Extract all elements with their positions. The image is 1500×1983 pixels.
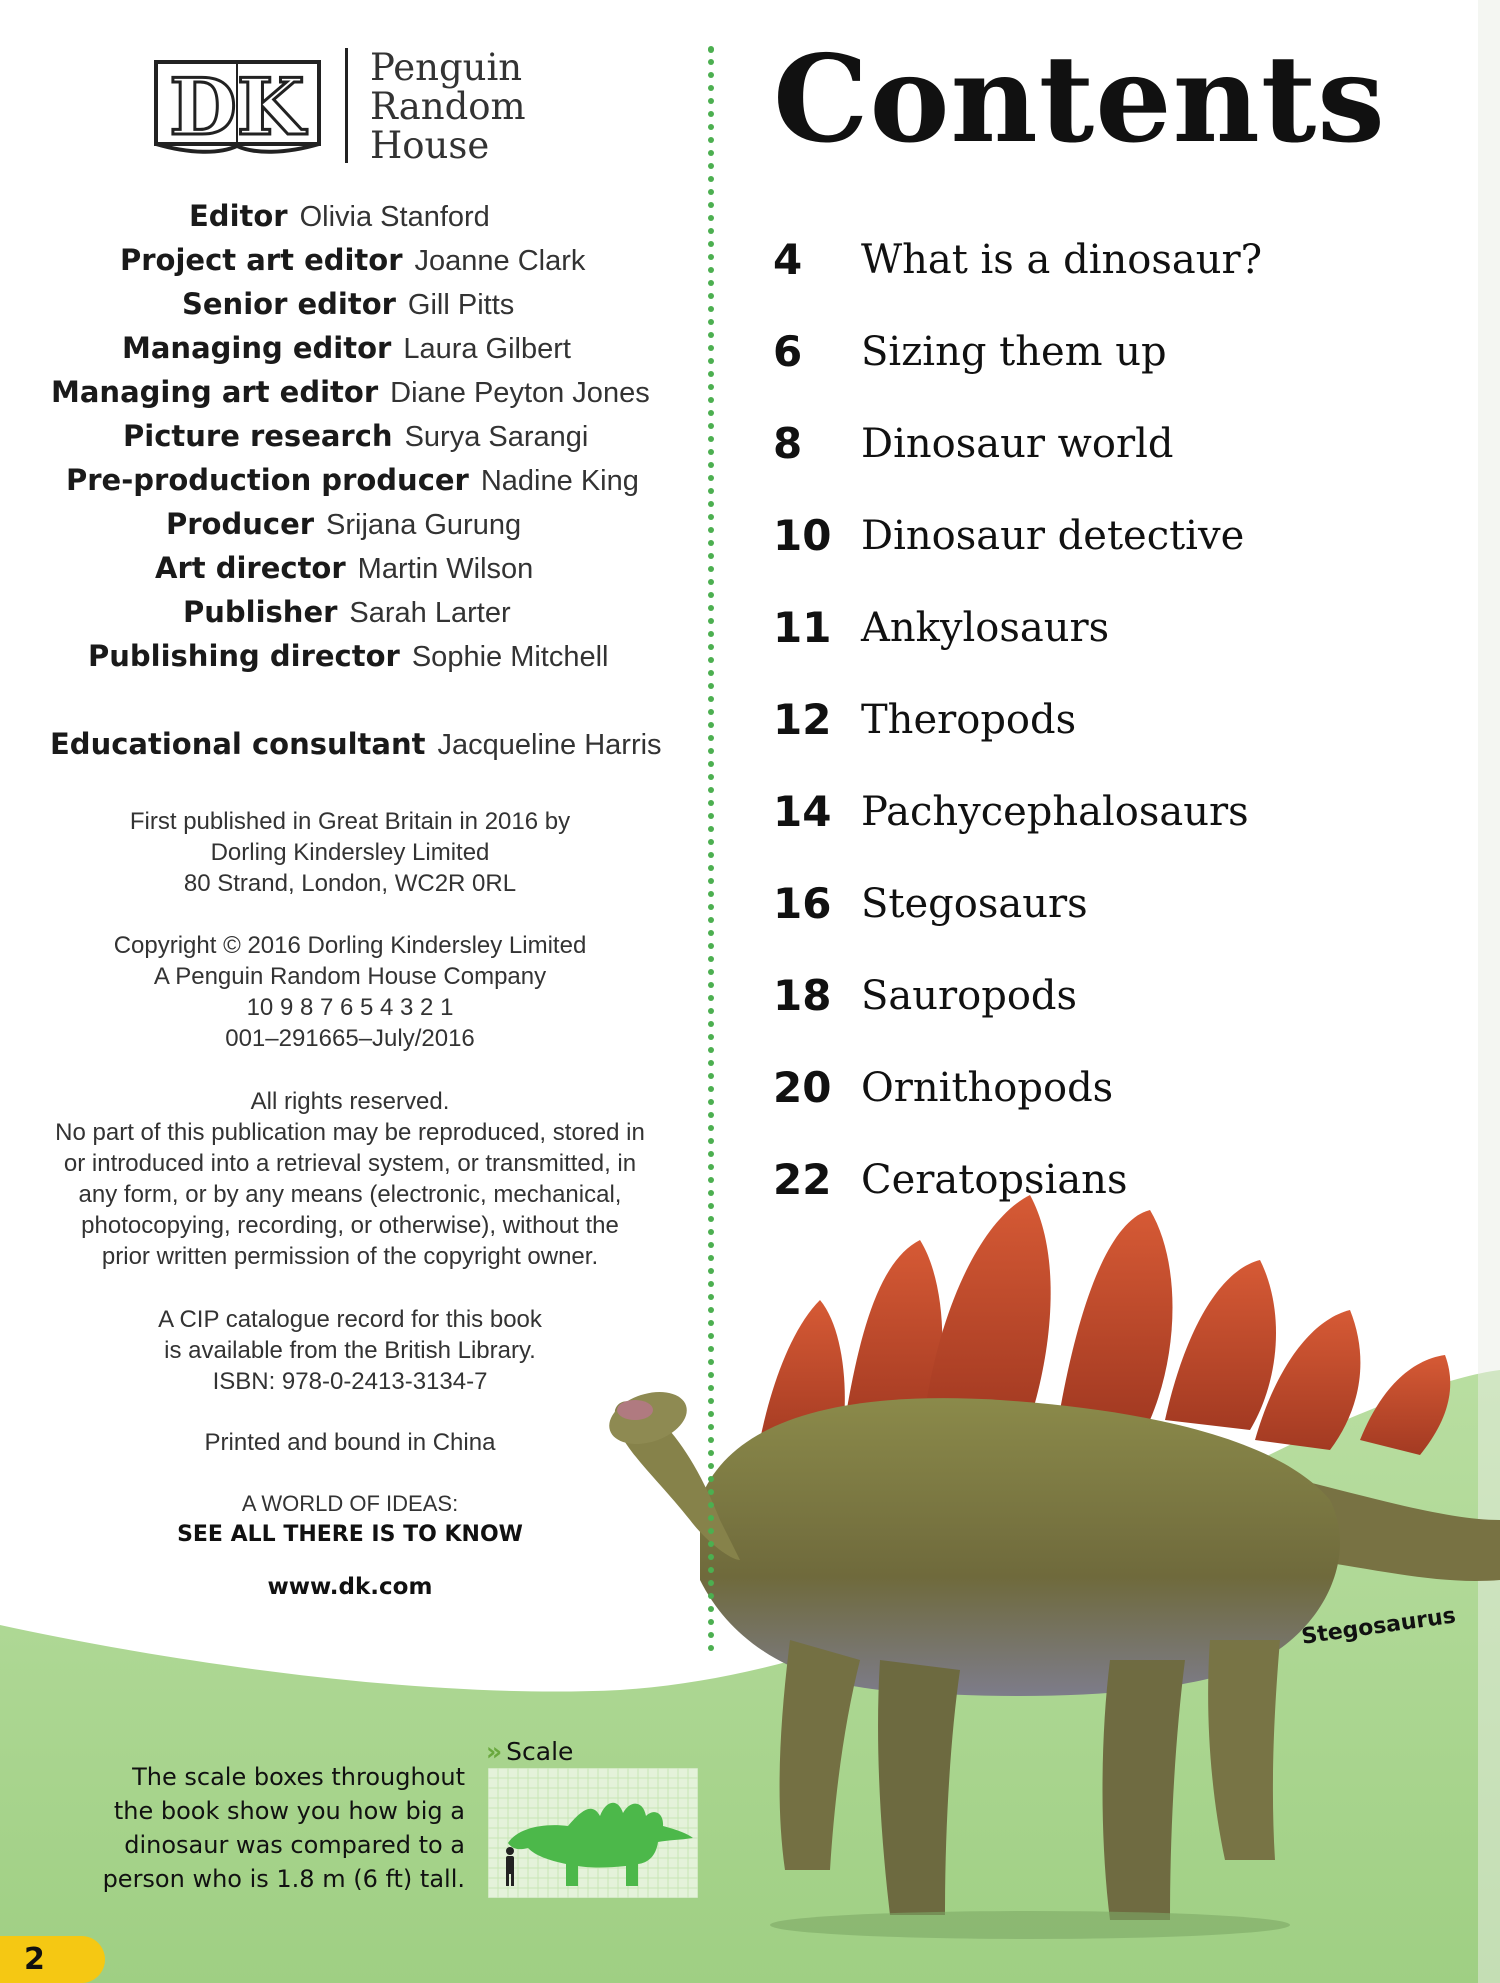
imprint-line: 80 Strand, London, WC2R 0RL bbox=[183, 870, 517, 897]
imprint-line: prior written permission of the copyright owner. bbox=[101, 1243, 599, 1270]
website-link[interactable]: www.dk.com bbox=[267, 1574, 433, 1600]
contents-divider-dots bbox=[707, 45, 715, 1655]
toc-label: Ornithopods bbox=[861, 1065, 1114, 1111]
scale-label bbox=[486, 1737, 573, 1766]
imprint-line: No part of this publication may be reproduced, stored in bbox=[55, 1119, 645, 1146]
toc-label: Theropods bbox=[861, 697, 1077, 743]
credit-row bbox=[66, 462, 639, 499]
imprint-line: any form, or by any means (electronic, mechanical, bbox=[78, 1181, 622, 1208]
credit-person: Sophie Mitchell bbox=[411, 641, 609, 673]
credit-person: Laura Gilbert bbox=[403, 333, 571, 365]
imprint-line: 001–291665–July/2016 bbox=[225, 1025, 475, 1052]
toc-page-number: 11 bbox=[773, 603, 832, 652]
credit-row bbox=[155, 550, 533, 587]
credit-person: Olivia Stanford bbox=[299, 201, 490, 233]
publisher-line: Random bbox=[370, 85, 526, 128]
cip-block bbox=[20, 1304, 680, 1397]
credit-row bbox=[166, 506, 521, 543]
publisher-logo bbox=[150, 48, 580, 168]
credit-person: Gill Pitts bbox=[407, 289, 515, 321]
slogan-block bbox=[20, 1488, 680, 1550]
imprint-line: A Penguin Random House Company bbox=[153, 963, 547, 990]
toc-label: Dinosaur world bbox=[861, 421, 1174, 467]
imprint-line: or introduced into a retrieval system, or transmitted, in bbox=[63, 1150, 637, 1177]
credit-row bbox=[189, 198, 490, 235]
credit-person: Nadine King bbox=[480, 465, 639, 497]
credit-role: Managing art editor bbox=[51, 375, 379, 409]
credit-role: Pre-production producer bbox=[66, 463, 469, 497]
toc-label: Ankylosaurs bbox=[861, 605, 1110, 651]
first-published-block bbox=[20, 806, 680, 899]
credit-person: Joanne Clark bbox=[414, 245, 586, 277]
imprint-line: A CIP catalogue record for this book bbox=[158, 1306, 542, 1333]
credit-row bbox=[122, 330, 571, 367]
isbn: ISBN: 978-0-2413-3134-7 bbox=[212, 1368, 488, 1395]
toc-page-number: 18 bbox=[773, 971, 832, 1020]
toc-page-number: 16 bbox=[773, 879, 832, 928]
imprint-line: Copyright © 2016 Dorling Kindersley Limited bbox=[113, 932, 587, 959]
toc-label: Dinosaur detective bbox=[861, 513, 1245, 559]
imprint-line: 10 9 8 7 6 5 4 3 2 1 bbox=[246, 994, 454, 1021]
credit-row bbox=[88, 638, 609, 675]
imprint-line: Printed and bound in China bbox=[204, 1429, 496, 1456]
toc-label: Sauropods bbox=[861, 973, 1078, 1019]
credit-role: Picture research bbox=[123, 419, 393, 453]
chevron-right-icon: » bbox=[486, 1737, 503, 1766]
credit-person: Martin Wilson bbox=[357, 553, 534, 585]
credit-row bbox=[120, 242, 585, 279]
toc-label: What is a dinosaur? bbox=[861, 237, 1263, 283]
imprint-line: Dorling Kindersley Limited bbox=[210, 839, 490, 866]
imprint-line: photocopying, recording, or otherwise), without the bbox=[81, 1212, 619, 1239]
credit-row bbox=[123, 418, 588, 455]
imprint-line: is available from the British Library. bbox=[164, 1337, 536, 1364]
credit-role: Project art editor bbox=[120, 243, 403, 277]
credit-role: Senior editor bbox=[182, 287, 396, 321]
dinosaur-caption: Stegosaurus bbox=[1300, 1603, 1458, 1650]
credit-person: Sarah Larter bbox=[349, 597, 511, 629]
credit-person: Diane Peyton Jones bbox=[390, 377, 650, 409]
toc-page-number: 12 bbox=[773, 695, 832, 744]
dk-logo-text: DK bbox=[169, 62, 305, 153]
page-number-tab bbox=[0, 1936, 105, 1983]
publisher-line: Penguin bbox=[370, 46, 523, 89]
publisher-line: House bbox=[370, 124, 490, 167]
toc-page-number: 4 bbox=[773, 235, 803, 284]
toc-label: Ceratopsians bbox=[861, 1157, 1128, 1203]
credit-row bbox=[51, 374, 650, 411]
rights-block bbox=[20, 1086, 680, 1272]
scale-note bbox=[70, 1760, 465, 1896]
toc-page-number: 8 bbox=[773, 419, 803, 468]
page-number: 2 bbox=[24, 1942, 45, 1977]
credit-role: Publisher bbox=[183, 595, 338, 629]
dk-book-logo-icon bbox=[150, 58, 325, 158]
credit-person: Srijana Gurung bbox=[326, 509, 522, 541]
toc-page-number: 20 bbox=[773, 1063, 832, 1112]
credit-role: Managing editor bbox=[122, 331, 392, 365]
scale-note-line: person who is 1.8 m (6 ft) tall. bbox=[102, 1865, 465, 1893]
scale-note-line: The scale boxes throughout bbox=[132, 1763, 465, 1791]
imprint-line: First published in Great Britain in 2016 by bbox=[129, 808, 571, 835]
credit-row bbox=[50, 726, 662, 763]
credit-row bbox=[182, 286, 514, 323]
scale-label-text: Scale bbox=[506, 1737, 574, 1766]
credit-role: Editor bbox=[189, 199, 288, 233]
credit-role: Producer bbox=[166, 507, 315, 541]
publisher-name bbox=[370, 48, 526, 165]
printed-block bbox=[20, 1427, 680, 1458]
imprint-line: All rights reserved. bbox=[250, 1088, 450, 1115]
slogan-line: A WORLD OF IDEAS: bbox=[241, 1491, 459, 1516]
toc-page-number: 10 bbox=[773, 511, 832, 560]
copyright-block bbox=[20, 930, 680, 1054]
credit-person: Surya Sarangi bbox=[404, 421, 589, 453]
credit-role: Publishing director bbox=[88, 639, 400, 673]
toc-page-number: 14 bbox=[773, 787, 832, 836]
credit-row bbox=[183, 594, 511, 631]
scale-box-icon bbox=[488, 1768, 698, 1898]
toc-label: Stegosaurs bbox=[861, 881, 1088, 927]
page-title: Contents bbox=[773, 29, 1386, 170]
scale-note-line: the book show you how big a bbox=[113, 1797, 465, 1825]
credit-role: Art director bbox=[155, 551, 346, 585]
slogan-line: SEE ALL THERE IS TO KNOW bbox=[177, 1522, 523, 1547]
credit-role: Educational consultant bbox=[50, 727, 426, 761]
scale-note-line: dinosaur was compared to a bbox=[124, 1831, 465, 1859]
toc-page-number: 6 bbox=[773, 327, 803, 376]
toc-label: Sizing them up bbox=[861, 329, 1167, 375]
logo-divider bbox=[345, 48, 348, 163]
toc-label: Pachycephalosaurs bbox=[861, 789, 1249, 835]
toc-page-number: 22 bbox=[773, 1155, 832, 1204]
credit-person: Jacqueline Harris bbox=[437, 729, 662, 761]
